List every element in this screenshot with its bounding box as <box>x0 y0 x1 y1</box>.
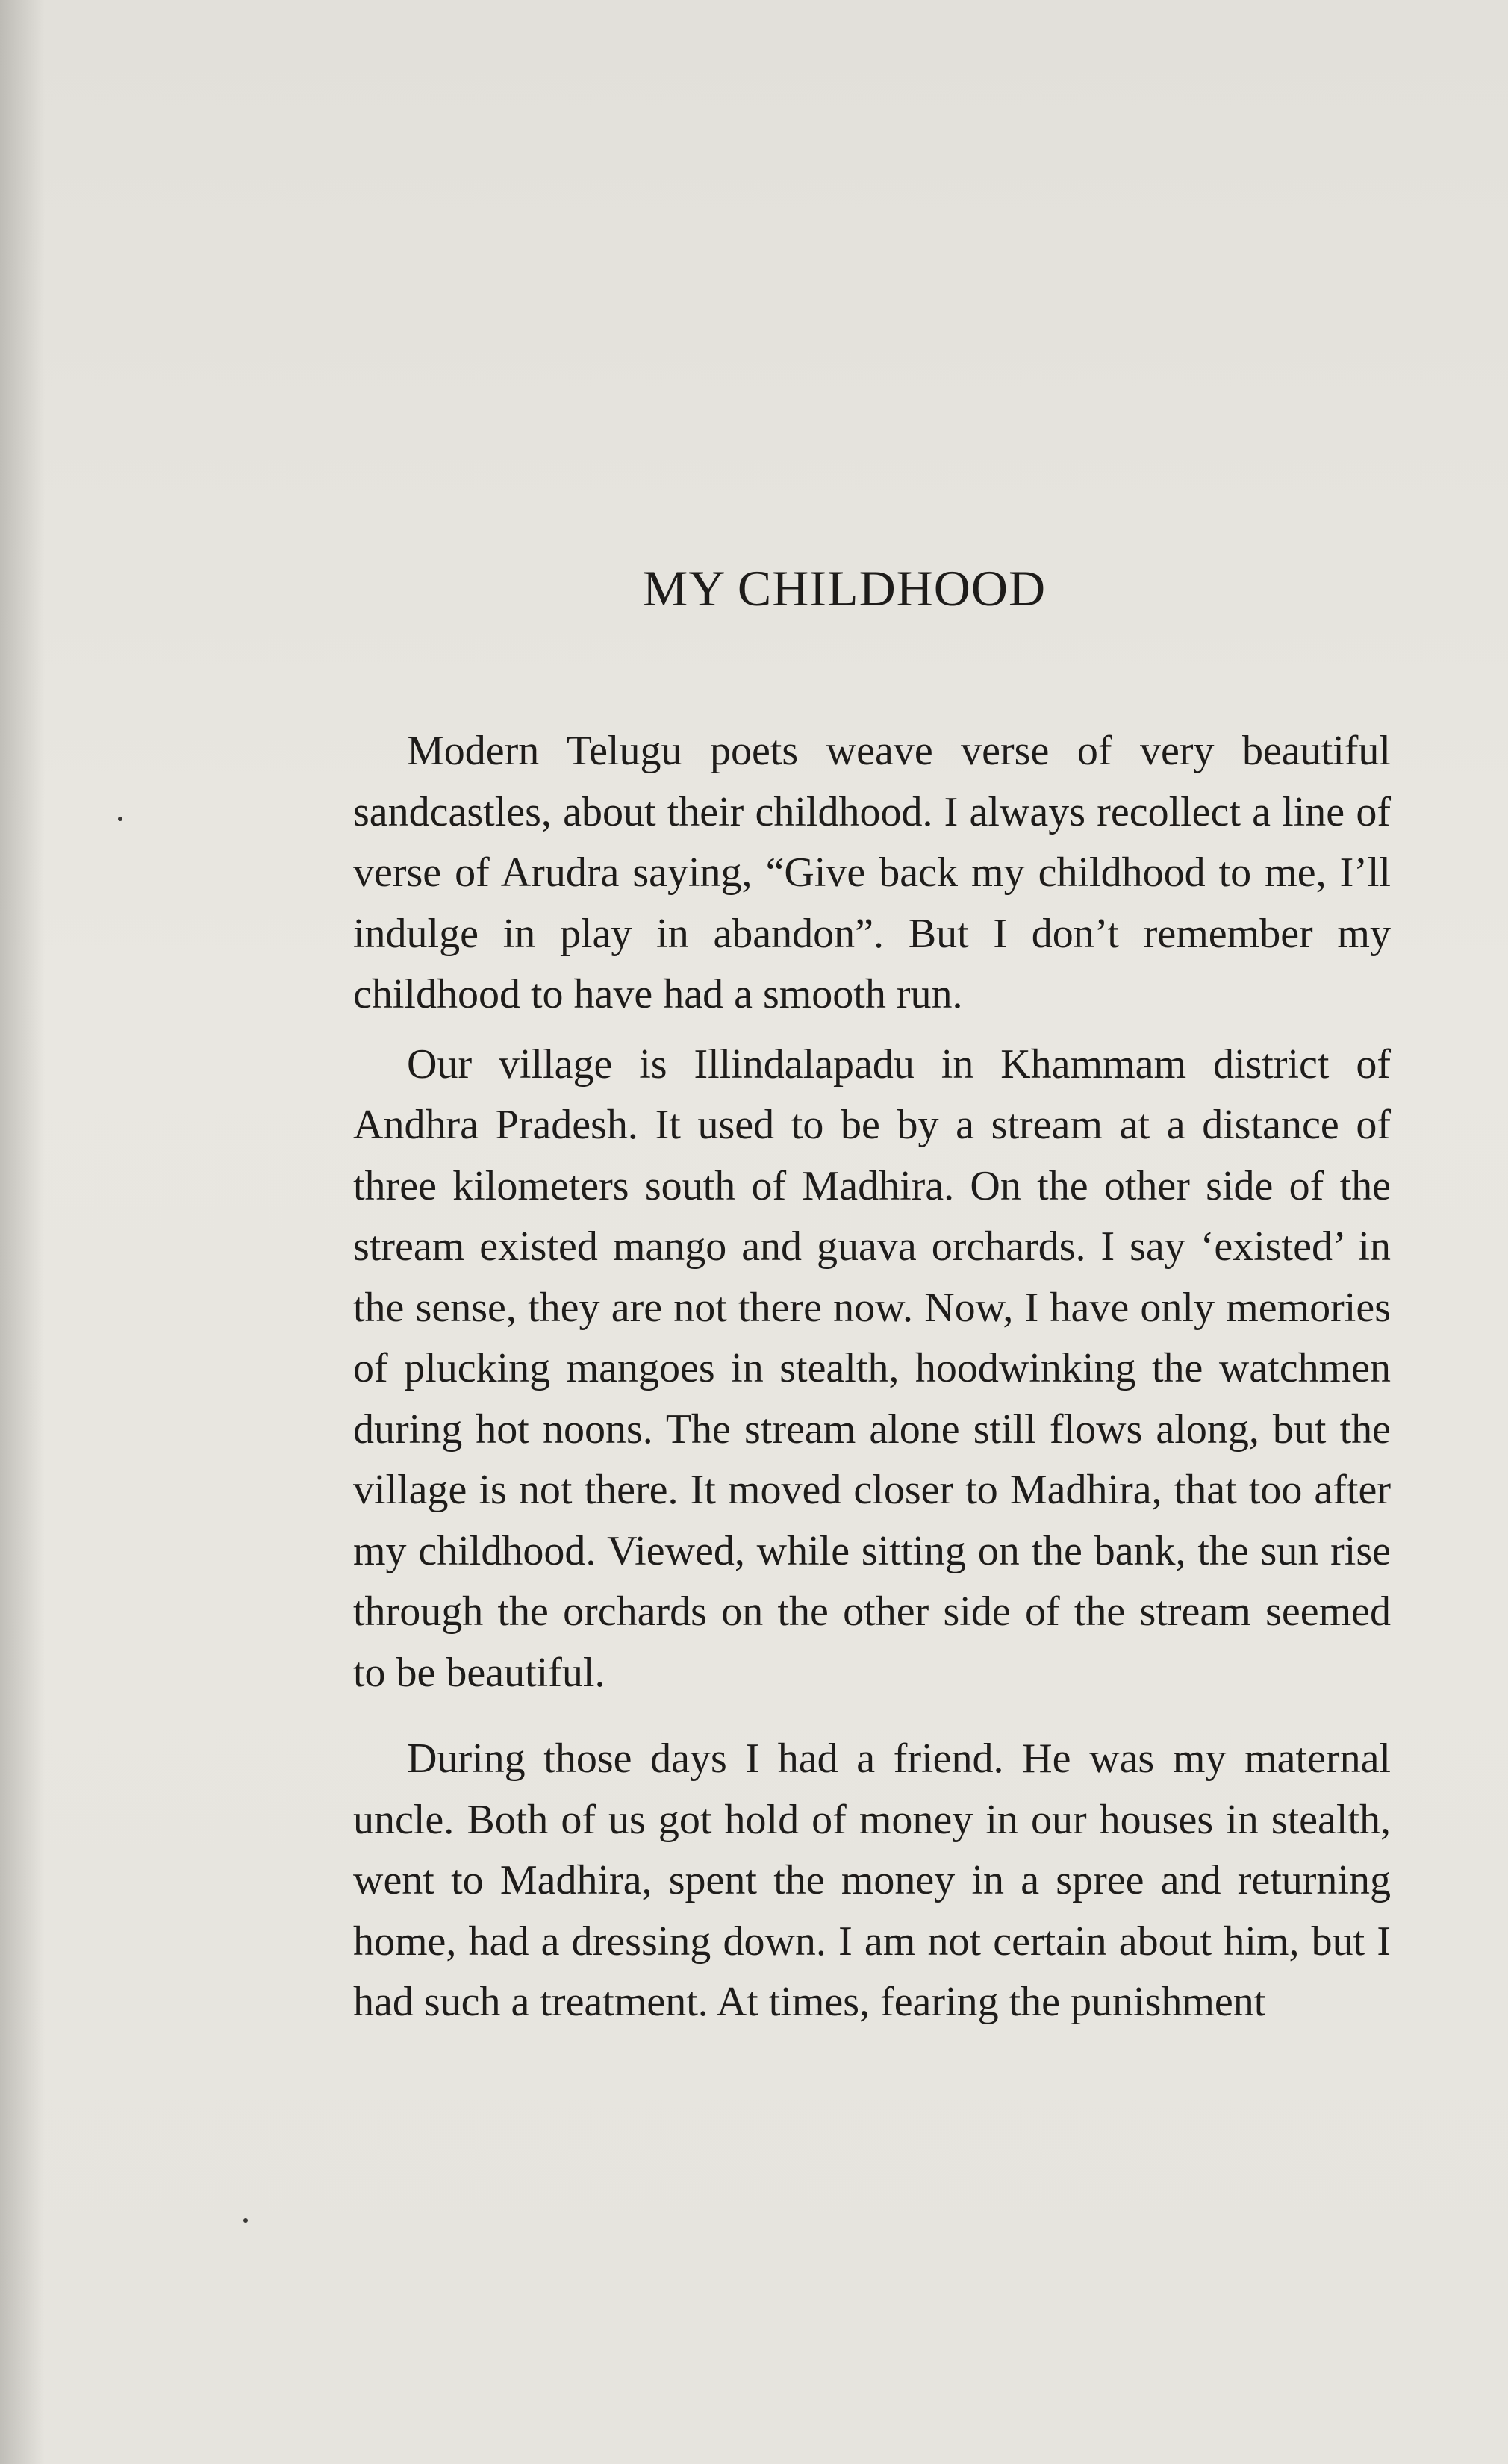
paragraph-1: Modern Telugu poets weave verse of very beautiful sandcastles, about their childhood. I always recollect a line of verse of Arudra saying, “Give back my childhood to me, I’ll indulge in play in abandon”. But I don’t remember my childhood to have had a smooth run. <box>353 728 1391 1017</box>
chapter-body <box>353 721 1391 2033</box>
page-edge-shadow <box>0 0 45 2464</box>
chapter-title: MY CHILDHOOD <box>642 560 1047 617</box>
ink-speck <box>118 817 122 821</box>
ink-speck <box>243 2218 248 2223</box>
paragraph-3: During those days I had a friend. He was my maternal uncle. Both of us got hold of money in our houses in stealth, went to Madhira, spent the money in a spree and returning home, had a dressing down. I am not certain about him, but I had such a treatment. At times, fearing the punishment <box>353 1735 1391 2025</box>
paragraph-2: Our village is Illindalapadu in Khammam district of Andhra Pradesh. It used to be by a stream at a distance of three kilometers south of Madhira. On the other side of the stream existed mango and guava orchards. I say ‘existed’ in the sense, they are not there now. Now, I have only memories of plucking mangoes in stealth, hoodwinking the watchmen during hot noons. The stream alone still flows along, but the village is not there. It moved closer to Madhira, that too after my childhood. Viewed, while sitting on the bank, the sun rise through the orchards on the other side of the stream seemed to be beautiful. <box>353 1041 1391 1696</box>
